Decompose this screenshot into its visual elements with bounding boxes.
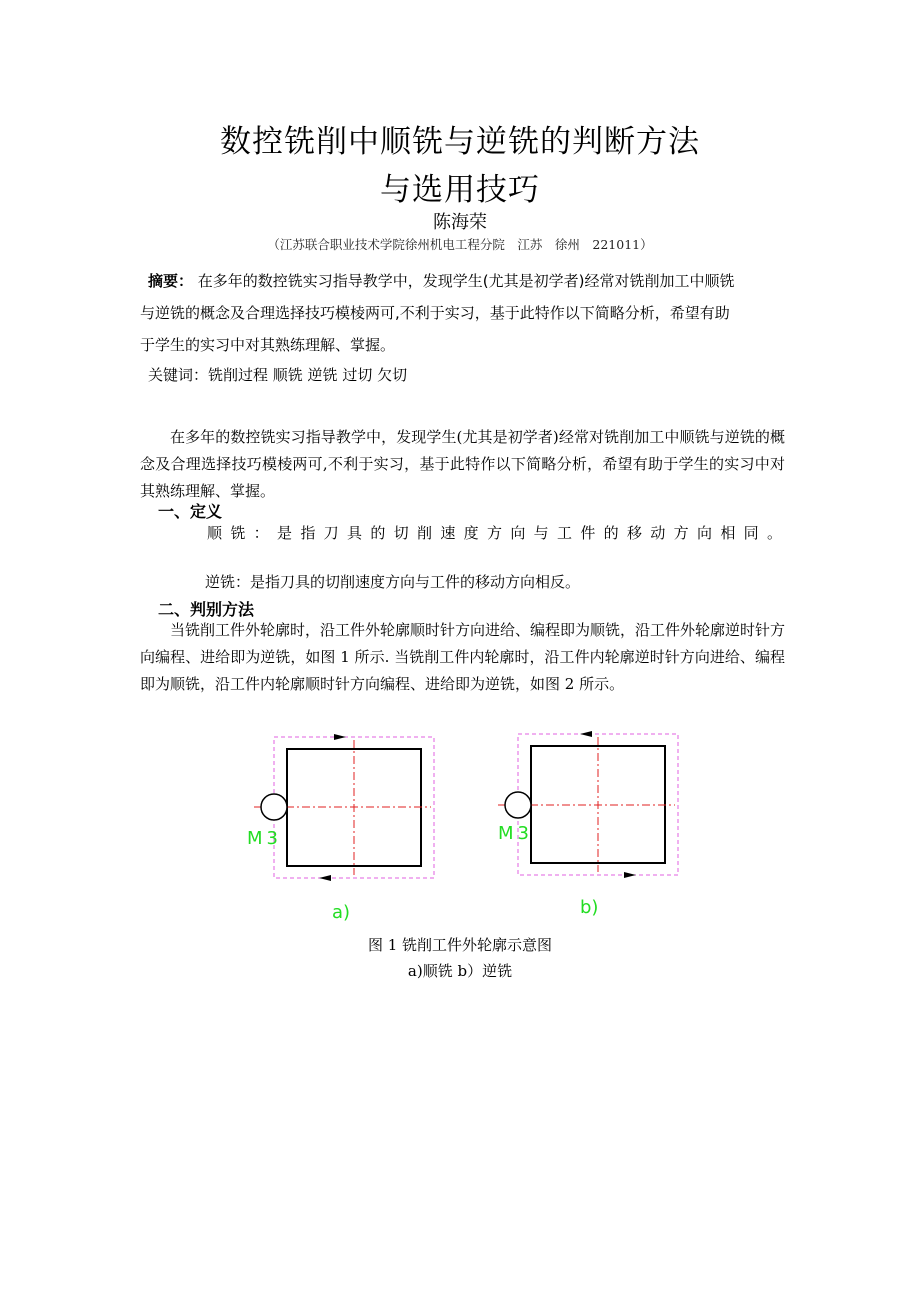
title-line-2: 与选用技巧 [380, 172, 540, 208]
abstract [140, 265, 785, 361]
keywords-text: 铣削过程 顺铣 逆铣 过切 欠切 [208, 366, 408, 384]
title-line-1: 数控铣削中顺铣与逆铣的判断方法 [220, 124, 700, 160]
figure-caption: 图 1 铣削工件外轮廓示意图 [367, 936, 553, 954]
abstract-line-3: 于学生的实习中对其熟练理解、掌握。 [140, 336, 396, 354]
abstract-label: 摘要： [148, 272, 194, 290]
section-2-paragraph: 当铣削工件外轮廓时，沿工件外轮廓顺时针方向进给、编程即为顺铣，沿工件外轮廓逆时针方向编程、进给即为逆铣，如图 1 所示. 当铣削工件内轮廓时，沿工件内轮廓逆时针方向进给、编程即为顺铣，沿工件内轮廓顺时针方向编程、进给即为逆铣，如图 2 所示。 [140, 621, 786, 693]
diagram-a [247, 734, 434, 923]
definition-conventional: 逆铣：是指刀具的切削速度方向与工件的移动方向相反。 [205, 573, 581, 591]
intro-paragraph: 在多年的数控铣实习指导教学中，发现学生(尤其是初学者)经常对铣削加工中顺铣与逆铣的概念及合理选择技巧模棱两可,不利于实习，基于此特作以下简略分析，希望有助于学生的实习中对其熟练理解、掌握。 [140, 428, 785, 500]
keywords-label: 关键词： [148, 366, 209, 384]
definition-climb: 顺铣：是指刀具的切削速度方向与工件的移动方向相同。 [207, 524, 782, 542]
cutter-circle-b [505, 792, 531, 818]
label-b: b) [580, 897, 599, 918]
author: 陈海荣 [433, 212, 487, 233]
arrow-left-icon [319, 875, 331, 881]
arrow-left-icon [580, 731, 592, 737]
arrow-right-icon [334, 734, 346, 740]
cutter-circle-a [261, 794, 287, 820]
section-1-heading: 一、定义 [158, 502, 223, 521]
keywords [148, 364, 407, 385]
section-2-heading: 二、判别方法 [158, 600, 255, 619]
arrow-right-icon [624, 872, 636, 878]
diagram-b [498, 731, 678, 918]
abstract-line-1: 在多年的数控铣实习指导教学中，发现学生(尤其是初学者)经常对铣削加工中顺铣 [197, 272, 735, 290]
affiliation: （江苏联合职业技术学院徐州机电工程分院 江苏 徐州 221011） [267, 237, 653, 252]
tool-label-b: M3 [498, 823, 533, 844]
label-a: a) [332, 902, 351, 923]
figure-1-diagram [230, 720, 700, 930]
abstract-line-2: 与逆铣的概念及合理选择技巧模棱两可,不利于实习，基于此特作以下简略分析，希望有助 [140, 304, 730, 322]
tool-label-a: M3 [247, 828, 282, 849]
figure-subcaption: a)顺铣 b）逆铣 [407, 962, 513, 980]
